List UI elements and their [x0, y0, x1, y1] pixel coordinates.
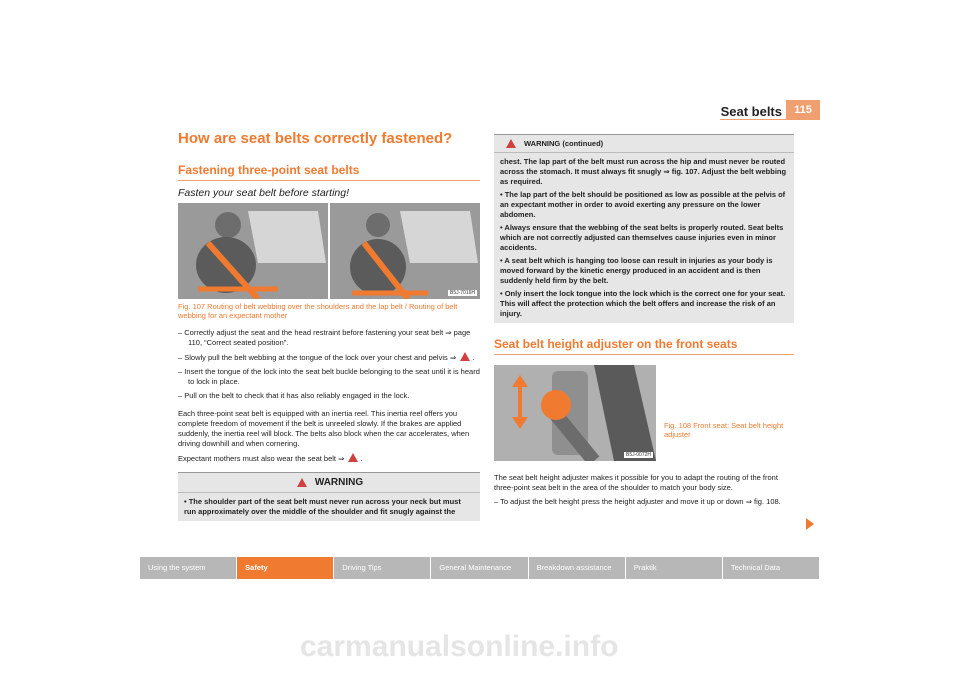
figure-row — [494, 365, 794, 461]
intro-text: Fasten your seat belt before starting! — [178, 187, 350, 199]
figure-108 — [494, 365, 656, 461]
step-text: – Slowly pull the belt webbing at the tongue of the lock over your chest and pelvis ⇒ — [178, 353, 457, 362]
step-item: – Correctly adjust the seat and the head restraint before fastening your seat belt ⇒ page 110, “Correct seated position”. — [178, 328, 471, 347]
step-item: – Insert the tongue of the lock into the seat belt buckle belonging to the seat until it is heard to lock in place. — [178, 367, 480, 386]
tab-praktik[interactable]: Praktik — [626, 557, 723, 579]
left-column — [178, 130, 480, 521]
warning-item: • A seat belt which is hanging too loose can result in injuries as your body is moved forward by the kinetic energy produced in an accident and is then suddenly held firm by the belt. — [500, 256, 773, 285]
warning-icon — [506, 139, 516, 148]
tab-safety[interactable]: Safety — [237, 557, 334, 579]
next-page-arrow-icon[interactable] — [806, 518, 814, 530]
warning-title: WARNING — [314, 477, 364, 488]
watermark-text: carmanualsonline.info — [300, 630, 619, 663]
tab-general-maintenance[interactable]: General Maintenance — [431, 557, 528, 579]
seatbelt-illustration — [178, 203, 480, 299]
chapter-nav — [140, 557, 820, 579]
figure-caption: Fig. 108 Front seat: Seat belt height adjuster — [664, 421, 784, 439]
warning-item: • The lap part of the belt should be positioned as low as possible at the pelvis of an expectant mother in order to avoid exerting any pressure on the lower abdomen. — [500, 190, 786, 219]
tab-technical-data[interactable]: Technical Data — [723, 557, 820, 579]
section-title: How are seat belts correctly fastened? — [178, 130, 453, 147]
step-item: – Slowly pull the belt webbing at the tongue of the lock over your chest and pelvis ⇒ . — [178, 353, 475, 362]
warning-item: • Always ensure that the webbing of the seat belts is properly routed. Seat belts which are not correctly adjusted can themselves cause injuries even in minor accidents. — [500, 223, 784, 252]
warning-item: • Only insert the lock tongue into the lock which is the correct one for your seat. This will affect the protection which the belt offers and increase the risk of an injury. — [500, 289, 786, 318]
step-item: – Pull on the belt to check that it has also reliably engaged in the lock. — [178, 391, 410, 400]
warning-box — [178, 472, 480, 521]
warning-icon — [297, 478, 307, 487]
paragraph: The seat belt height adjuster makes it possible for you to adapt the routing of the front three-point seat belt in the area of the shoulder to match your body size. — [494, 473, 778, 492]
paragraph-text: Expectant mothers must also wear the seat belt ⇒ — [178, 454, 345, 463]
page-header — [720, 100, 820, 120]
paragraph: Each three-point seat belt is equipped with an inertia reel. This inertia reel offers you complete freedom of movement if the belt is unreeled slowly. If the brakes are applied suddenly, the inertia reel will block. The belts also block when the car accelerates, when driving downhill and when cornering. — [178, 409, 470, 448]
warning-text — [494, 153, 794, 323]
tab-driving-tips[interactable]: Driving Tips — [334, 557, 431, 579]
warning-text: • The shoulder part of the seat belt must never run across your neck but must run approximately over the middle of the shoulder and fit snugly against the — [184, 497, 461, 516]
chapter-title: Seat belts — [720, 104, 782, 119]
paragraph: Expectant mothers must also wear the seat belt ⇒ . — [178, 454, 363, 463]
warning-header — [494, 135, 794, 153]
subsection-title: Fastening three-point seat belts — [178, 163, 480, 181]
height-adjuster-illustration — [494, 365, 656, 461]
tab-using-the-system[interactable]: Using the system — [140, 557, 237, 579]
warning-title: WARNING (continued) — [524, 139, 604, 148]
warning-item: chest. The lap part of the belt must run across the hip and must never be routed across the stomach. It must always fit snugly ⇒ fig. 107. Adjust the belt webbing as required. — [500, 157, 787, 186]
step-item: – To adjust the belt height press the height adjuster and move it up or down ⇒ fig. 108. — [494, 497, 781, 506]
tab-breakdown-assistance[interactable]: Breakdown assistance — [529, 557, 626, 579]
warning-icon[interactable] — [348, 453, 358, 462]
warning-continued-box — [494, 134, 794, 323]
figure-code: B5J-7016H — [449, 290, 475, 296]
warning-header — [178, 473, 480, 493]
figure-caption: Fig. 107 Routing of belt webbing over the shoulders and the lap belt / Routing of belt webbing for an expectant mother — [178, 302, 458, 320]
warning-icon[interactable] — [460, 352, 470, 361]
header-rule — [720, 119, 820, 120]
figure-107 — [178, 203, 480, 299]
subsection-title: Seat belt height adjuster on the front seats — [494, 337, 794, 355]
figure-code: B5J-0072H — [625, 452, 651, 458]
right-column — [494, 134, 794, 511]
page-number: 115 — [786, 100, 820, 120]
